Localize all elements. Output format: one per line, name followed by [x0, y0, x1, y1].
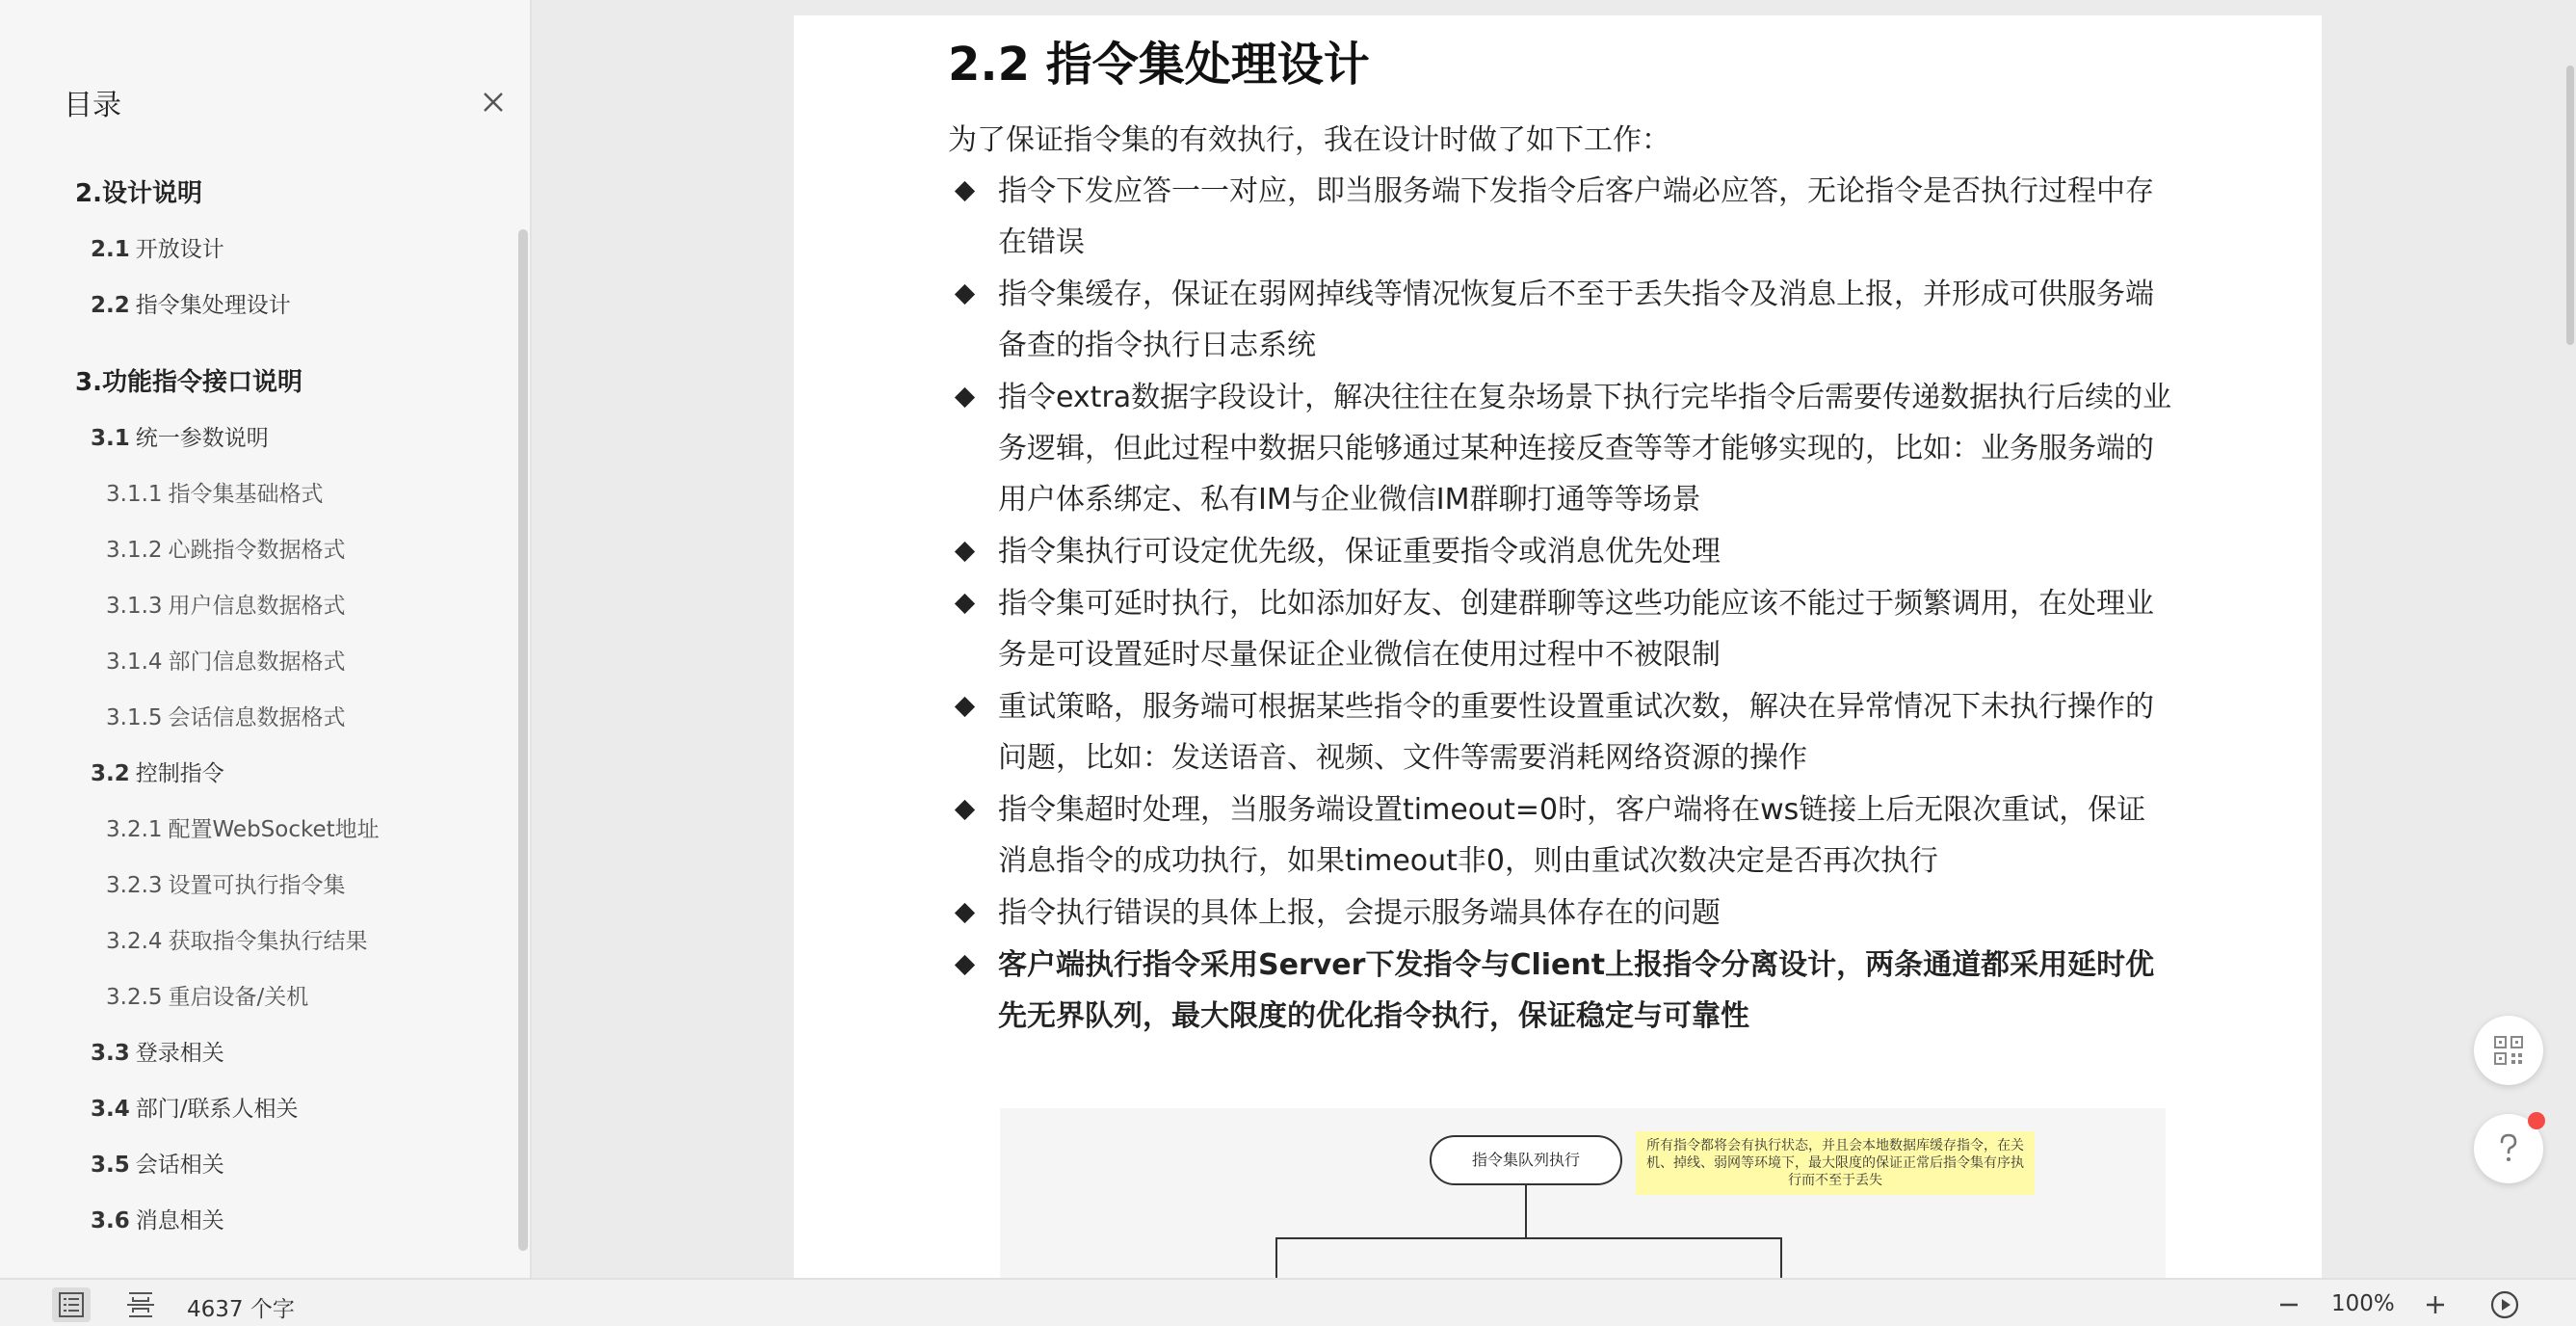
- document-page: [794, 15, 2322, 1278]
- page-view-button[interactable]: [121, 1287, 160, 1322]
- toc-item[interactable]: [0, 746, 501, 802]
- toc-item[interactable]: [0, 166, 501, 222]
- toc-title: 目录: [64, 89, 121, 122]
- toc-item-label: 控制指令: [135, 761, 224, 786]
- diagram-queue-node: 指令集队列执行: [1430, 1135, 1622, 1185]
- toc-item[interactable]: [0, 690, 501, 746]
- toc-item[interactable]: [0, 1025, 501, 1081]
- toc-item-number: 3.4: [91, 1097, 130, 1122]
- diagram-connector: [1275, 1237, 1277, 1278]
- toc-item-number: 3.2.4: [106, 929, 163, 954]
- toc-item-label: 用户信息数据格式: [168, 594, 346, 619]
- toc-item-number: 3.5: [91, 1153, 130, 1178]
- toc-item[interactable]: [0, 278, 501, 333]
- presentation-button[interactable]: [2485, 1287, 2524, 1322]
- bullet-text: 指令集缓存，保证在弱网掉线等情况恢复后不至于丢失指令及消息上报，并形成可供服务端备查的指令执行日志系统: [998, 278, 2154, 362]
- diamond-bullet-icon: [955, 800, 975, 820]
- diagram-connector: [1780, 1237, 1782, 1278]
- bullet-item: [948, 269, 2173, 371]
- diamond-bullet-icon: [955, 181, 975, 201]
- bullet-text: 重试策略，服务端可根据某些指令的重要性设置重试次数，解决在异常情况下未执行操作的问题，比如：发送语音、视频、文件等需要消耗网络资源的操作: [998, 690, 2154, 775]
- toc-item-label: 部门信息数据格式: [168, 650, 346, 675]
- toc-item-number: 3.3: [91, 1041, 130, 1066]
- diamond-bullet-icon: [955, 284, 975, 305]
- bullet-item: [948, 681, 2173, 783]
- diamond-bullet-icon: [955, 542, 975, 562]
- page-view-icon: [125, 1291, 156, 1318]
- plus-icon: [2424, 1293, 2447, 1316]
- toc-item[interactable]: [0, 802, 501, 858]
- toc-item[interactable]: [0, 914, 501, 969]
- bullet-item: [948, 166, 2173, 268]
- toc-item[interactable]: [0, 222, 501, 278]
- play-icon: [2489, 1289, 2520, 1320]
- zoom-in-button[interactable]: [2416, 1287, 2455, 1322]
- toc-item-number: 3.1.4: [106, 650, 163, 675]
- word-count: 4637 个字: [187, 1297, 295, 1322]
- toc-item[interactable]: [0, 634, 501, 690]
- diamond-bullet-icon: [955, 903, 975, 923]
- diagram-connector: [1525, 1185, 1527, 1239]
- toc-item-number: 3.2: [91, 761, 130, 786]
- bullet-text: 指令集超时处理，当服务端设置timeout=0时，客户端将在ws链接上后无限次重试，保证消息指令的成功执行，如果timeout非0，则由重试次数决定是否再次执行: [998, 793, 2146, 878]
- diamond-bullet-icon: [955, 955, 975, 975]
- toc-item-number: 3.2.3: [106, 873, 163, 898]
- toc-item-label: 开放设计: [135, 237, 224, 262]
- bullet-item: [948, 940, 2173, 1042]
- toc-item[interactable]: [0, 1137, 501, 1193]
- outline-view-icon: [58, 1291, 85, 1318]
- bullet-item: [948, 526, 2173, 577]
- close-icon[interactable]: [476, 85, 511, 119]
- toc-item-number: 3.6: [91, 1208, 130, 1233]
- toc-item-number: 3.1.3: [106, 594, 163, 619]
- toc-item-number: 3.1.2: [106, 538, 163, 563]
- toc-item-number: 3.2.1: [106, 817, 163, 842]
- toc-item-number: 3.1.1: [106, 482, 163, 507]
- toc-item[interactable]: [0, 578, 501, 634]
- toc-item-label: 获取指令集执行结果: [168, 929, 368, 954]
- bullet-text: 指令集可延时执行，比如添加好友、创建群聊等这些功能应该不能过于频繁调用，在处理业务是可设置延时尽量保证企业微信在使用过程中不被限制: [998, 587, 2154, 672]
- diamond-bullet-icon: [955, 697, 975, 717]
- toc-item[interactable]: [0, 411, 501, 466]
- toc-item[interactable]: [0, 522, 501, 578]
- bullet-text: 指令下发应答一一对应，即当服务端下发指令后客户端必应答，无论指令是否执行过程中存在错误: [998, 174, 2154, 259]
- bullet-text: 指令执行错误的具体上报，会提示服务端具体存在的问题: [998, 896, 1721, 930]
- document-scrollbar-thumb[interactable]: [2566, 66, 2574, 345]
- toc-item[interactable]: [0, 1081, 501, 1137]
- diamond-bullet-icon: [955, 594, 975, 614]
- bullet-item: [948, 578, 2173, 680]
- bullet-item: [948, 784, 2173, 887]
- toc-item-label: 重启设备/关机: [168, 985, 309, 1010]
- toc-item[interactable]: [0, 355, 501, 411]
- toc-item-number: 2.1: [91, 237, 130, 262]
- toc-scrollbar-thumb[interactable]: [518, 229, 528, 1251]
- diagram-connector: [1275, 1237, 1782, 1239]
- toc-item-number: 3.1: [91, 426, 130, 451]
- outline-view-button[interactable]: [52, 1287, 91, 1322]
- bullet-text: 指令extra数据字段设计，解决往往在复杂场景下执行完毕指令后需要传递数据执行后续的业务逻辑，但此过程中数据只能够通过某种连接反查等等才能够实现的，比如：业务服务端的用户体系绑定、私有IM与企业微信IM群聊打通等等场景: [998, 381, 2172, 517]
- toc-item-label: 配置WebSocket地址: [168, 817, 380, 842]
- bullet-text: 客户端执行指令采用Server下发指令与Client上报指令分离设计，两条通道都采用延时优先无界队列，最大限度的优化指令执行，保证稳定与可靠性: [998, 948, 2155, 1033]
- toc-item-number: 3.1.5: [106, 705, 163, 730]
- zoom-out-button[interactable]: [2270, 1287, 2308, 1322]
- toc-item[interactable]: [0, 1193, 501, 1249]
- toc-item-label: 部门/联系人相关: [135, 1097, 299, 1122]
- help-icon: [2494, 1132, 2523, 1165]
- toc-item-label: 心跳指令数据格式: [168, 538, 346, 563]
- toc-list: [0, 166, 501, 1249]
- toc-item-number: 3.: [75, 368, 102, 397]
- toc-item-label: 统一参数说明: [135, 426, 269, 451]
- toc-item-label: 指令集基础格式: [168, 482, 324, 507]
- toc-item-label: 会话信息数据格式: [168, 705, 346, 730]
- zoom-level[interactable]: 100%: [2331, 1291, 2395, 1316]
- toc-item-number: 2.: [75, 179, 102, 208]
- document-area: [534, 15, 2576, 1278]
- diamond-bullet-icon: [955, 387, 975, 408]
- toc-item-label: 指令集处理设计: [135, 293, 291, 318]
- toc-item-number: 3.2.5: [106, 985, 163, 1010]
- bullet-item: [948, 372, 2173, 525]
- notification-dot: [2528, 1112, 2545, 1129]
- toc-item[interactable]: [0, 466, 501, 522]
- bullet-text: 指令集执行可设定优先级，保证重要指令或消息优先处理: [998, 535, 1721, 569]
- toc-item-label: 功能指令接口说明: [101, 368, 302, 397]
- bullet-list: [948, 166, 2173, 1043]
- intro-paragraph: 为了保证指令集的有效执行，我在设计时做了如下工作：: [948, 123, 1670, 157]
- toc-item-number: 2.2: [91, 293, 130, 318]
- section-heading: 2.2 指令集处理设计: [948, 38, 1370, 92]
- toc-item-label: 会话相关: [135, 1153, 224, 1178]
- toc-item-label: 设计说明: [101, 179, 202, 208]
- toc-sidebar: [0, 0, 532, 1278]
- toc-item[interactable]: [0, 858, 501, 914]
- toc-item-label: 消息相关: [135, 1208, 224, 1233]
- qr-code-button[interactable]: [2474, 1016, 2543, 1085]
- qr-code-icon: [2493, 1035, 2524, 1066]
- minus-icon: [2277, 1293, 2300, 1316]
- flow-diagram[interactable]: [1000, 1108, 2166, 1278]
- status-bar: [0, 1278, 2576, 1326]
- toc-item[interactable]: [0, 969, 501, 1025]
- bullet-item: [948, 888, 2173, 939]
- toc-item-label: 登录相关: [135, 1041, 224, 1066]
- toc-item-label: 设置可执行指令集: [168, 873, 346, 898]
- diagram-note: 所有指令都将会有执行状态，并且会本地数据库缓存指令，在关机、掉线、弱网等环境下，最大限度的保证正常后指令集有序执行而不至于丢失: [1636, 1131, 2035, 1195]
